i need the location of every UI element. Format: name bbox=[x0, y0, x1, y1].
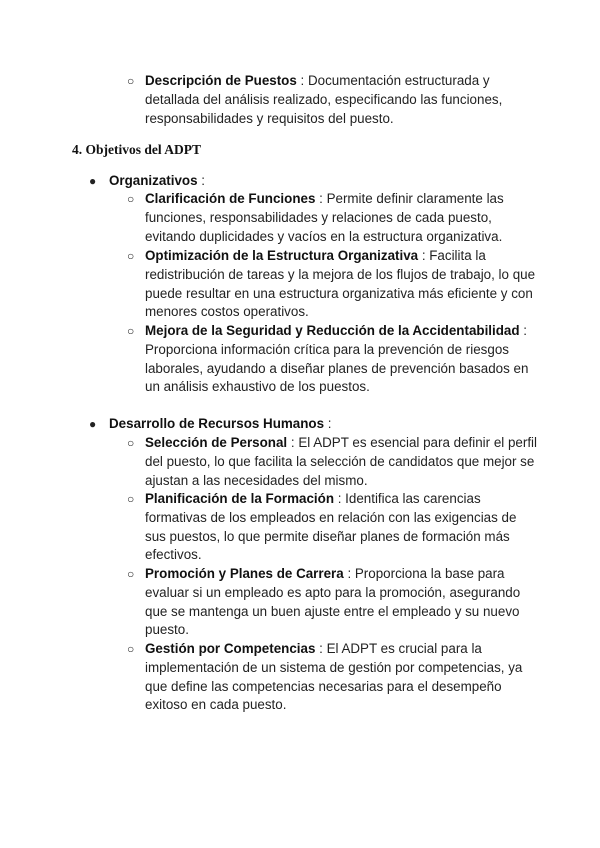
group-suffix: : bbox=[197, 173, 206, 188]
hollow-bullet-icon: ○ bbox=[127, 324, 135, 338]
item-text: : Permite definir claramente las funciones, responsabilidades y relaciones de cada puesto, evitando duplicidades y vacíos en la estructura organizativa. bbox=[145, 191, 504, 244]
item-title: Promoción y Planes de Carrera bbox=[145, 566, 344, 581]
item-text: : Proporciona la base para evaluar si un empleado es apto para la promoción, asegurando que se mantenga un buen ajuste entre el empleado y su nuevo puesto. bbox=[145, 566, 521, 638]
hollow-bullet-icon: ○ bbox=[127, 642, 135, 656]
list-item-seguridad bbox=[127, 322, 537, 397]
filled-bullet-icon: ● bbox=[89, 174, 97, 188]
list-item-clarificacion bbox=[127, 190, 537, 246]
list-item-seleccion bbox=[127, 434, 537, 490]
group-title: Organizativos bbox=[109, 173, 198, 188]
group-suffix: : bbox=[324, 416, 332, 431]
hollow-bullet-icon: ○ bbox=[127, 567, 135, 581]
hollow-bullet-icon: ○ bbox=[127, 436, 135, 450]
group-title: Desarrollo de Recursos Humanos bbox=[109, 416, 325, 431]
item-title: Planificación de la Formación bbox=[145, 491, 335, 506]
item-title: Gestión por Competencias bbox=[145, 641, 316, 656]
item-text: : El ADPT es crucial para la implementación de un sistema de gestión por competencias, ya que define las competencias necesarias para el desempeño exitoso en cada puesto. bbox=[145, 641, 523, 713]
filled-bullet-icon: ● bbox=[89, 417, 97, 431]
item-title: Selección de Personal bbox=[145, 435, 288, 450]
item-title: Optimización de la Estructura Organizativa bbox=[145, 248, 419, 263]
item-text: : Identifica las carencias formativas de los empleados en relación con las exigencias de sus puestos, lo que permite diseñar planes de formación más efectivos. bbox=[145, 491, 517, 563]
item-text: : Facilita la redistribución de tareas y la mejora de los flujos de trabajo, lo que puede resultar en una estructura organizativa más eficiente y con menores costos operativos. bbox=[145, 248, 536, 320]
item-title: Mejora de la Seguridad y Reducción de la Accidentabilidad bbox=[145, 323, 520, 338]
hollow-bullet-icon: ○ bbox=[127, 492, 135, 506]
hollow-bullet-icon: ○ bbox=[127, 192, 135, 206]
hollow-bullet-icon: ○ bbox=[127, 74, 135, 88]
list-item-promocion bbox=[127, 565, 537, 640]
hollow-bullet-icon: ○ bbox=[127, 249, 135, 263]
list-item-descripcion-puestos bbox=[127, 72, 537, 128]
item-title: Descripción de Puestos bbox=[145, 73, 297, 88]
item-text: : El ADPT es esencial para definir el perfil del puesto, lo que facilita la selección de candidatos que mejor se ajustan a las necesidades del mismo. bbox=[145, 435, 537, 488]
list-item-formacion bbox=[127, 490, 537, 565]
section-heading: 4. Objetivos del ADPT bbox=[72, 142, 202, 157]
item-text: : Proporciona información crítica para la prevención de riesgos laborales, ayudando a diseñar planes de prevención basados en un análisis exhaustivo de los puestos. bbox=[145, 323, 529, 395]
group-organizativos bbox=[89, 172, 529, 191]
group-desarrollo-rrhh bbox=[89, 415, 529, 434]
item-text: : Documentación estructurada y detallada del análisis realizado, especificando las funciones, responsabilidades y requisitos del puesto. bbox=[145, 73, 503, 126]
list-item-competencias bbox=[127, 640, 537, 715]
list-item-optimizacion bbox=[127, 247, 537, 322]
item-title: Clarificación de Funciones bbox=[145, 191, 316, 206]
